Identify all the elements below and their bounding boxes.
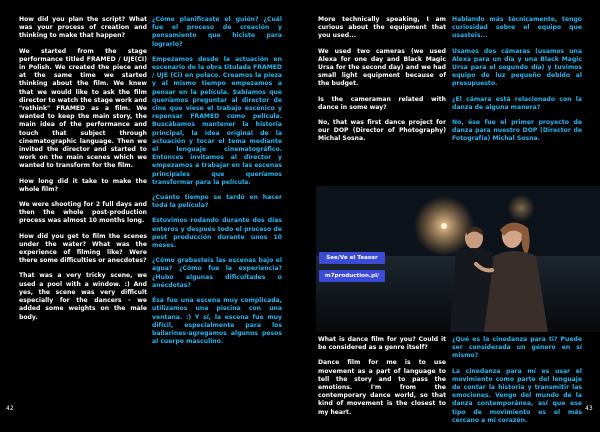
- right-spanish-column-bottom: [452, 336, 582, 432]
- pregunta-guion: ¿Cómo planificaste el guión? ¿Cuál fue el proceso de creación y pensamiento que hiciste para lograrlo?: [152, 16, 282, 48]
- question-dance-film: What is dance film for you? Could it be considered as a genre itself?: [318, 336, 446, 352]
- pregunta-equipo: Hablando más técnicamente, tengo curiosidad sobre el equipo que usasteis...: [452, 16, 582, 40]
- pregunta-duracion: ¿Cuánto tiempo se tardó en hacer toda la película?: [152, 194, 282, 210]
- answer-script: We started from the stage performance titled FRAMED / UJE(CI) in Polish. We created the piece and at the same time we started thinking about the film. We knew that we would like to ask the film director to watch the stage work and "rethink" FRAMED as a film. We wanted to keep the main story, the main idea of the performance and touch that subject through cinematographic language. Then we invited the director and started to work on the main scenes which we wanted to transform for the film.: [19, 47, 147, 170]
- right-spanish-column-top: [452, 16, 582, 151]
- answer-underwater: That was a very tricky scene, we used a pool with a window. :) And yes, the scene was very difficult especially for the dancers - we added some weights on the male body.: [19, 272, 147, 321]
- respuesta-camara: No, ése fue el primer proyecto de danza para nuestro DOP (Director de Fotografía) Michal Sosna.: [452, 119, 582, 143]
- question-underwater: How did you get to film the scenes under the water? What was the experience of filming like? Were there some difficulties or anecdotes?: [19, 232, 147, 265]
- teaser-button[interactable]: See/Ve el Teaser: [319, 252, 385, 264]
- answer-duration: We were shooting for 2 full days and then the whole post-production process was almost 10 months long.: [19, 201, 147, 225]
- answer-equipment: We used two cameras (we used Alexa for one day and Black Magic Ursa for the second day) and we had small light equipment because of the budget.: [318, 47, 446, 88]
- respuesta-agua: Ésa fue una escena muy complicada, utilizamos una piscina con una ventana. :) Y sí, la escena fue muy difícil, especialmente para los bailarines-agregamos algunos pesos al cuerpo masculino.: [152, 297, 282, 346]
- left-spanish-column: [152, 16, 282, 353]
- pregunta-agua: ¿Cómo grabasteis las escenas bajo el agua? ¿Cómo fue la experiencia? ¿Hubo algunas dificultades o anécdotas?: [152, 257, 282, 289]
- respuesta-equipo: Usamos dos cámaras (usamos una Alexa para un día y una Black Magic Ursa para el segundo día) y tuvimos equipo de luz pequeño debido al presupuesto.: [452, 47, 582, 88]
- question-script: How did you plan the script? What was your process of creation and thinking to make that happen?: [19, 16, 147, 40]
- respuesta-guion: Empezamos desde la actuación en escenario de la obra titulada FRAMED / UJE (Ci) en polaco. Creamos la pieza y al mismo tiempo empezamos a pensar en la película. Sabíamos que queríamos preguntar al director de cine que viese el trabajo escénico y repensar FRAMED como película. Buscábamos mantener la historia principal, la idea original de la actuación y tocar el tema mediante el lenguaje cinematográfico. Entonces invitamos al director y empezamos a trabajar en las escenas principales que queríamos transformar para la película.: [152, 55, 282, 186]
- answer-dance-film: Dance film for me is to use movement as a part of language to tell the story and to pass the emotions. I'm from the contemporary dance world, so that kind of movement is the closest to my heart.: [318, 359, 446, 416]
- right-english-column-top: [318, 16, 446, 151]
- pregunta-cinedanza: ¿Qué es la cinedanza para ti? Puede ser considerada un género en sí mismo?: [452, 336, 582, 360]
- left-english-column: [19, 16, 147, 329]
- page-number-right: 43: [585, 405, 593, 412]
- pregunta-camara: ¿El cámara está relacionado con la danza de alguna manera?: [452, 95, 582, 111]
- website-link-button[interactable]: m7production.pl/: [319, 270, 385, 282]
- answer-cameraman: No, that was first dance project for our DOP (Director of Photography) Michal Sosna.: [318, 119, 446, 143]
- respuesta-cinedanza: La cinedanza para mí es usar el movimiento como parte del lenguaje de contar la historia y transmitir las emociones. Vengo del mundo de la danza contemporánea, así que ese tipo de movimiento es el más cercano a mi corazón.: [452, 367, 582, 424]
- question-equipment: More technically speaking, I am curious about the equipment that you used...: [318, 16, 446, 40]
- question-cameraman: Is the cameraman related with dance in some way?: [318, 95, 446, 111]
- question-duration: How long did it take to make the whole film?: [19, 177, 147, 193]
- page-number-left: 42: [6, 405, 14, 412]
- right-english-column-bottom: [318, 336, 446, 424]
- respuesta-duracion: Estuvimos rodando durante dos días enteros y después todo el proceso de post producción durante unos 10 meses.: [152, 217, 282, 250]
